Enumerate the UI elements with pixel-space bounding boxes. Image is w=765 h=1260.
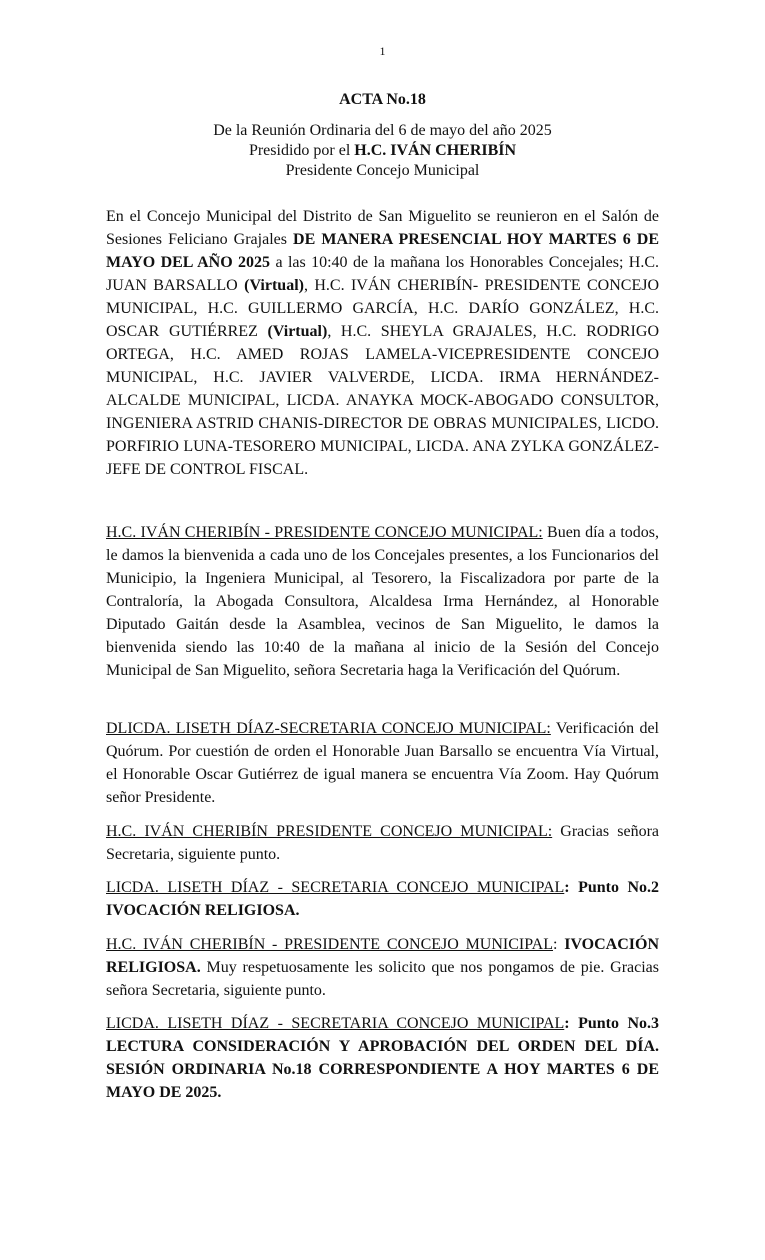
speaker-label: LICDA. LISETH DÍAZ - SECRETARIA CONCEJO MUNICIPAL: [106, 1015, 565, 1032]
speaker-label: H.C. IVÁN CHERIBÍN - PRESIDENTE CONCEJO MUNICIPAL:: [106, 524, 543, 541]
president-name: H.C. IVÁN CHERIBÍN: [354, 142, 517, 159]
intro-text-1: En el Concejo Municipal del Distrito de San Miguelito se reunieron en el Salón de Sesiones Feliciano Grajales: [106, 208, 659, 248]
presided-by-line: [0, 141, 765, 160]
speaker-label: H.C. IVÁN CHERIBÍN PRESIDENTE CONCEJO MUNICIPAL:: [106, 823, 553, 840]
speaker-label: LICDA. LISETH DÍAZ - SECRETARIA CONCEJO MUNICIPAL: [106, 879, 565, 896]
entry-text: Gracias señora Secretaria, siguiente punto.: [106, 823, 659, 863]
entry-text: Buen día a todos, le damos la bienvenida a cada uno de los Concejales presentes, a los Funcionarios del Municipio, la Ingeniera Municipal, al Tesorero, la Fiscalizadora por parte de la Contraloría, la Abogada Consultora, Alcaldesa Irma Hernández, al Honorable Diputado Gaitán desde la Asamblea, vecinos de San Miguelito, le damos la bienvenida siendo las 10:40 de la mañana al inicio de la Sesión del Concejo Municipal de San Miguelito, señora Secretaria haga la Verificación del Quórum.: [106, 524, 659, 679]
intro-paragraph: [106, 205, 659, 481]
meeting-date-line: De la Reunión Ordinaria del 6 de mayo del año 2025: [213, 122, 552, 139]
intro-bold-3: (Virtual): [267, 323, 328, 340]
speaker-colon: :: [564, 1015, 570, 1032]
speaker-label: DLICDA. LISETH DÍAZ-SECRETARIA CONCEJO MUNICIPAL:: [106, 720, 551, 737]
act-title: ACTA No.18: [339, 91, 426, 108]
president-role: Presidente Concejo Municipal: [285, 162, 480, 179]
intro-text-3: , H.C. IVÁN CHERIBÍN- PRESIDENTE CONCEJO MUNICIPAL, H.C. GUILLERMO GARCÍA, H.C. DARÍO GONZÁLEZ, H.C. OSCAR GUTIÉRREZ: [106, 277, 660, 340]
speaker-colon: :: [553, 936, 558, 953]
speaker-label: H.C. IVÁN CHERIBÍN - PRESIDENTE CONCEJO MUNICIPAL: [106, 936, 554, 953]
page-number: 1: [379, 44, 386, 58]
minutes-entry: [106, 820, 659, 866]
minutes-entry: [106, 521, 659, 682]
speaker-colon: :: [564, 879, 570, 896]
entry-bold-text: Punto No.3 LECTURA CONSIDERACIÓN Y APROBACIÓN DEL ORDEN DEL DÍA. SESIÓN ORDINARIA No.18 CORRESPONDIENTE A HOY MARTES 6 DE MAYO DE 2025.: [106, 1015, 659, 1101]
minutes-entry: [106, 1012, 659, 1104]
intro-text-4: , H.C. SHEYLA GRAJALES, H.C. RODRIGO ORTEGA, H.C. AMED ROJAS LAMELA-VICEPRESIDENTE CONCEJO MUNICIPAL, H.C. JAVIER VALVERDE, LICDA. IRMA HERNÁNDEZ-ALCALDE MUNICIPAL, LICDA. ANAYKA MOCK-ABOGADO CONSULTOR, INGENIERA ASTRID CHANIS-DIRECTOR DE OBRAS MUNICIPALES, LICDO. PORFIRIO LUNA-TESORERO MUNICIPAL, LICDA. ANA ZYLKA GONZÁLEZ-JEFE DE CONTROL FISCAL.: [106, 323, 659, 478]
intro-bold-1: DE MANERA PRESENCIAL HOY MARTES 6 DE MAYO DEL AÑO 2025: [106, 231, 659, 271]
presided-by-prefix: Presidido por el: [248, 142, 355, 159]
entry-text: Verificación del Quórum. Por cuestión de orden el Honorable Juan Barsallo se encuentra Vía Virtual, el Honorable Oscar Gutiérrez de igual manera se encuentra Vía Zoom. Hay Quórum señor Presidente.: [106, 720, 659, 806]
entry-bold-text: IVOCACIÓN RELIGIOSA.: [106, 936, 660, 976]
intro-text-2: a las 10:40 de la mañana los Honorables Concejales; H.C. JUAN BARSALLO: [106, 254, 660, 294]
entry-bold-text: Punto No.2 IVOCACIÓN RELIGIOSA.: [106, 879, 659, 919]
minutes-entry: [106, 933, 659, 1002]
minutes-entry: [106, 876, 659, 922]
minutes-entry: [106, 717, 659, 809]
entry-text: Muy respetuosamente les solicito que nos pongamos de pie. Gracias señora Secretaria, siguiente punto.: [106, 959, 659, 999]
intro-bold-2: (Virtual): [244, 277, 304, 294]
